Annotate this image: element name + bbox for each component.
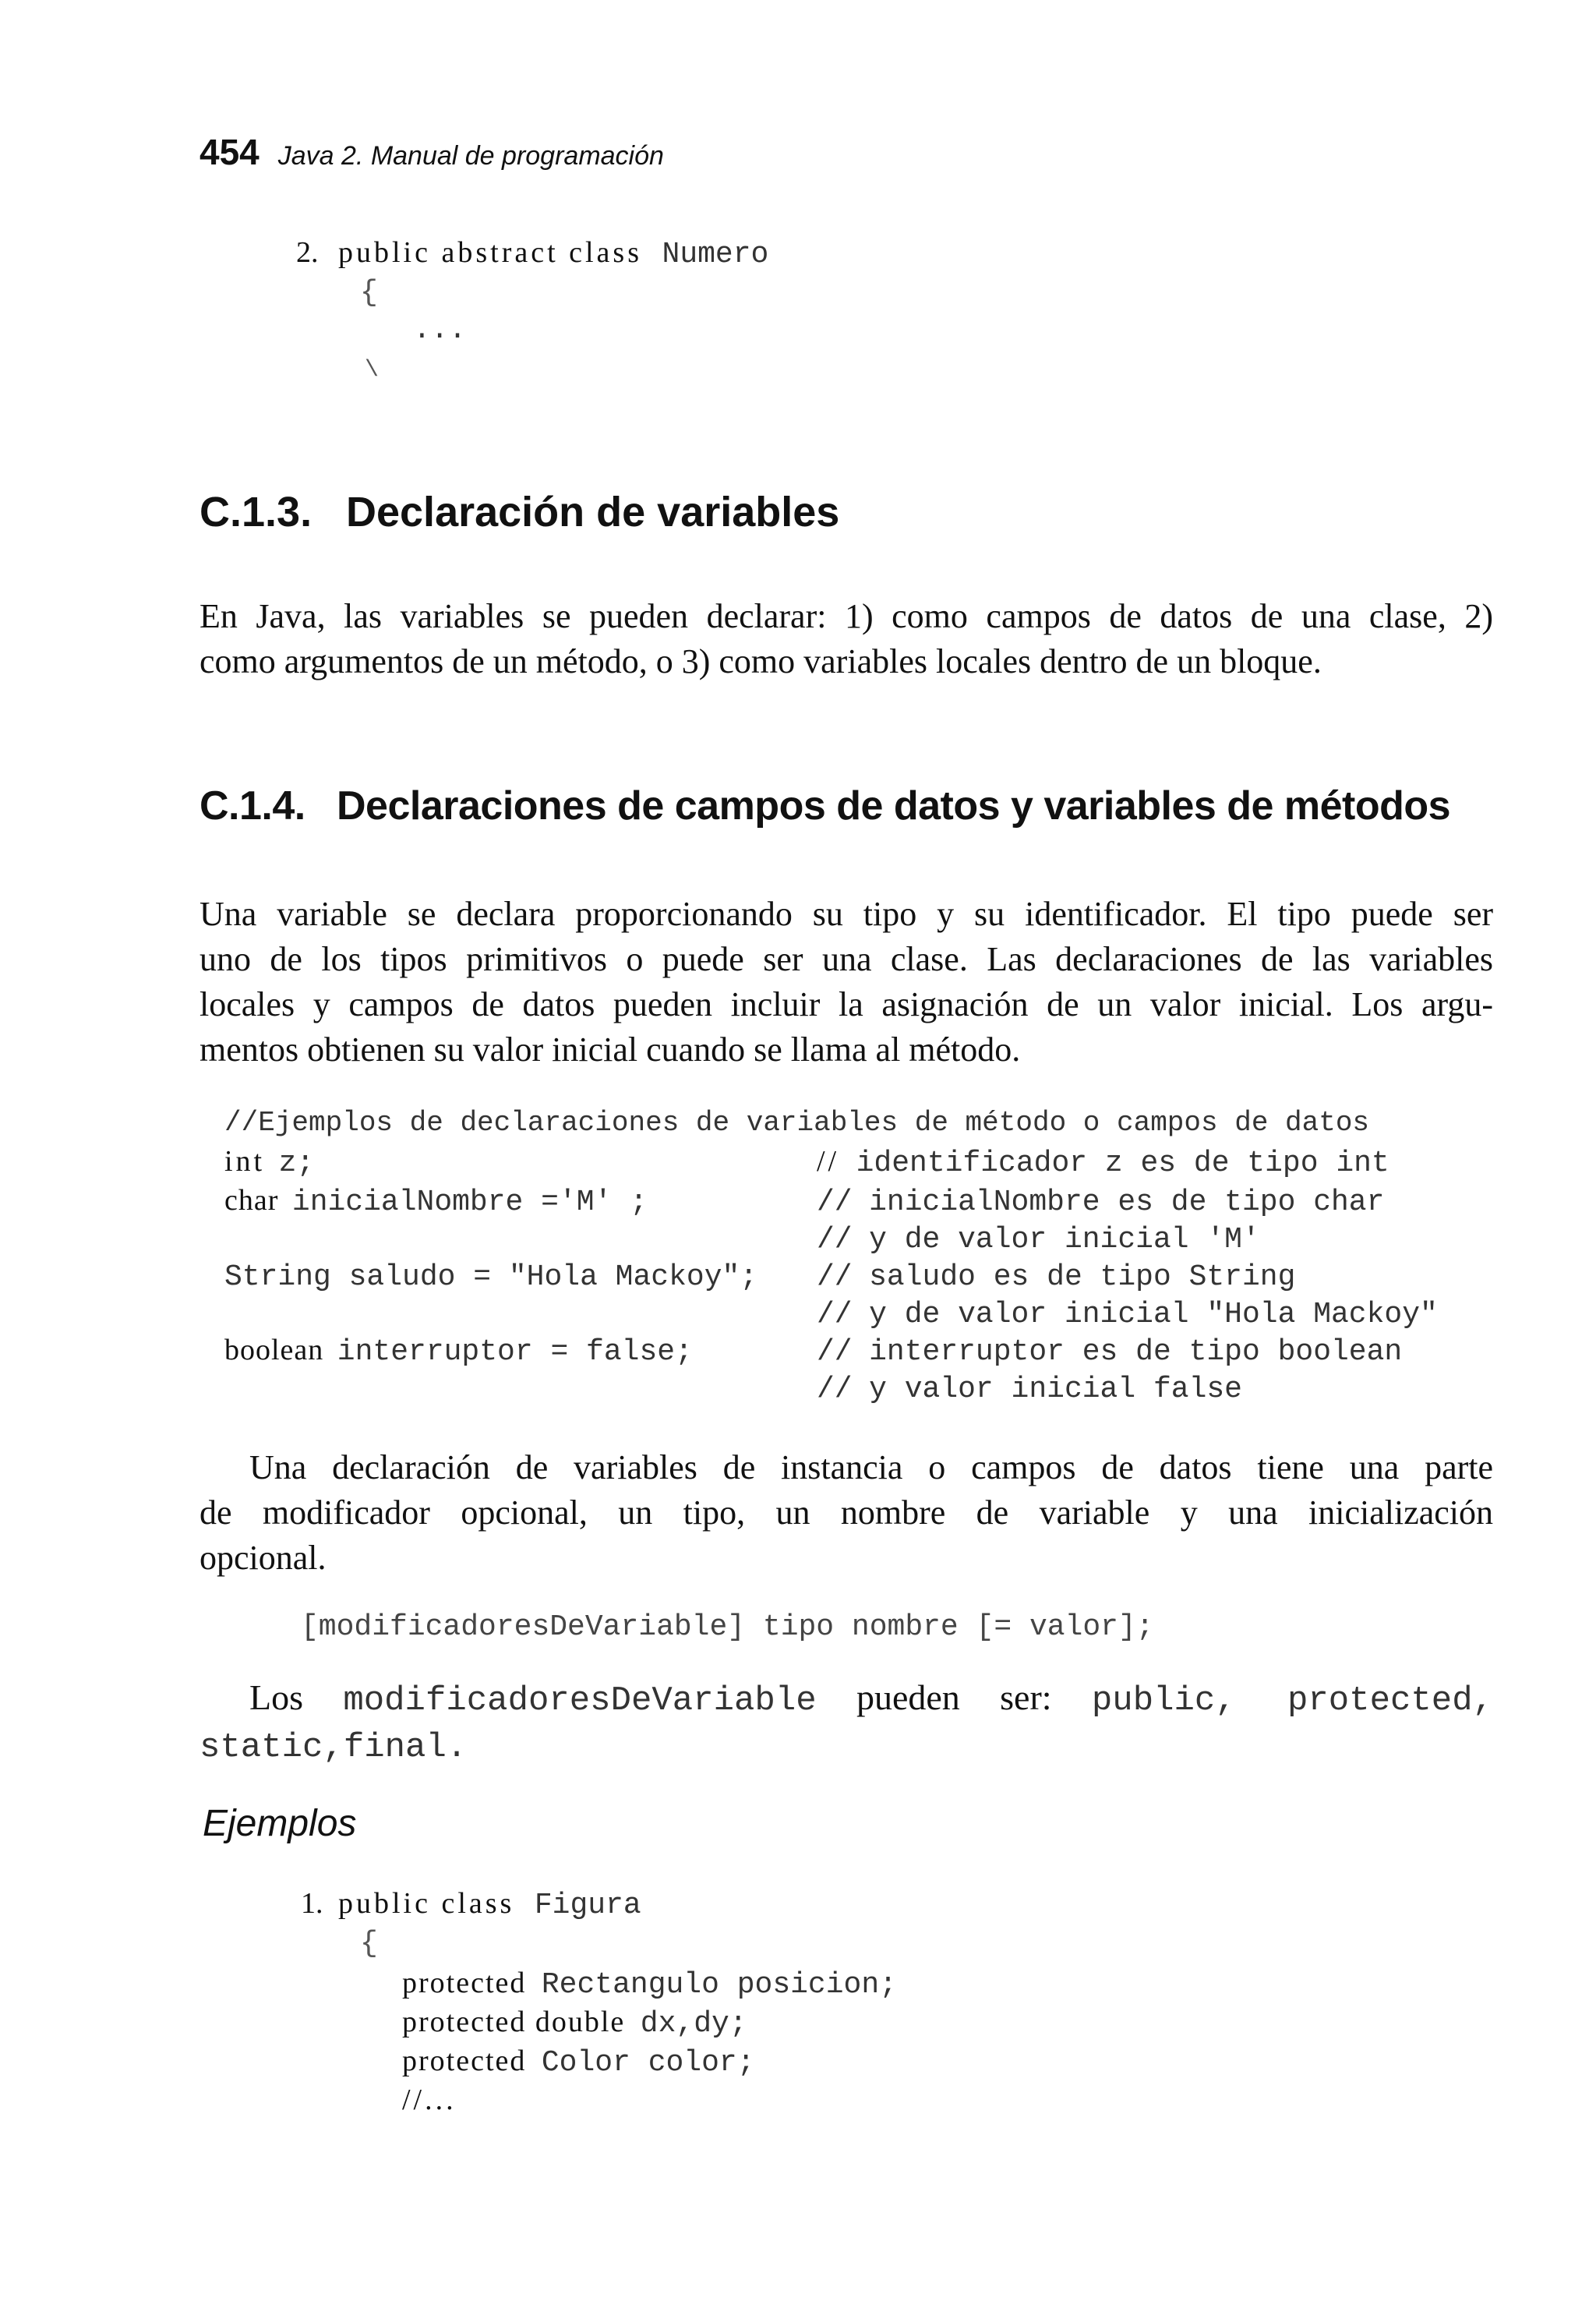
paragraph-line: En Java, las variables se pueden declarar: 1) como campos de datos de una clase, 2): [200, 597, 1493, 635]
code-keyword: protected: [402, 1967, 527, 1999]
section-number: C.1.4.: [200, 783, 305, 829]
code-comment: // interruptor es de tipo boolean: [817, 1335, 1403, 1369]
code-line: ...: [413, 313, 467, 347]
code-text: inicialNombre ='M' ;: [291, 1186, 648, 1219]
paragraph-modifiers: [200, 1674, 1493, 1771]
paragraph-line: Una variable se declara proporcionando su tipo y su identificador. El tipo puede ser: [200, 895, 1493, 933]
code-row: [224, 1258, 1296, 1294]
syntax-line: [modificadoresDeVariable] tipo nombre [= valor];: [301, 1610, 1154, 1644]
section-heading-c13: [200, 488, 839, 536]
code-comment: // y de valor inicial "Hola Mackoy": [817, 1298, 1438, 1331]
paragraph-line: locales y campos de datos pueden incluir la asignación de un valor inicial. Los argu-: [200, 985, 1493, 1023]
code-text: String saludo = "Hola Mackoy";: [224, 1260, 758, 1294]
paragraph-instance-vars: [200, 1445, 1493, 1581]
page-number: 454: [200, 132, 260, 172]
code-row: [224, 1183, 1385, 1219]
code-identifier: Figura: [534, 1889, 641, 1922]
code-line: [402, 1966, 897, 2002]
code-line: {: [360, 1927, 378, 1960]
code-line: [402, 2005, 747, 2041]
code-text: Color color;: [541, 2046, 755, 2080]
paragraph-line: de modificador opcional, un tipo, un nombre de variable y una inicialización: [200, 1493, 1493, 1532]
code-comment: // identificador z es de tipo int: [817, 1145, 1389, 1180]
code-text: z;: [278, 1147, 315, 1180]
code-line: //...: [402, 2084, 457, 2116]
paragraph-line: Una declaración de variables de instancia o campos de datos tiene una parte: [249, 1448, 1493, 1486]
code-line: [402, 2044, 755, 2080]
code-row: [224, 1144, 1389, 1180]
code-text: Rectangulo posicion;: [541, 1968, 897, 2002]
code-comment: // inicialNombre es de tipo char: [817, 1186, 1385, 1219]
code-text: interruptor = false;: [337, 1335, 693, 1369]
section-heading-c14: [200, 783, 1450, 829]
paragraph-line: mentos obtienen su valor inicial cuando se llama al método.: [200, 1030, 1021, 1069]
paragraph-c14: [200, 892, 1493, 1073]
code-comment: // saludo es de tipo String: [817, 1260, 1296, 1294]
ejemplos-heading: Ejemplos: [203, 1803, 357, 1844]
code-comment: // y valor inicial false: [817, 1373, 1242, 1406]
code-keyword: protected double: [402, 2006, 626, 2038]
code-comment-header: //Ejemplos de declaraciones de variables de método o campos de datos: [224, 1107, 1370, 1139]
list-number: 2.: [296, 236, 319, 269]
section-number: C.1.3.: [200, 489, 312, 535]
code-keyword: char: [224, 1184, 279, 1217]
code-line: [296, 235, 768, 271]
code-row: [224, 1333, 1403, 1369]
code-identifier: Numero: [662, 238, 769, 271]
paragraph-line: static,final.: [200, 1728, 468, 1767]
code-comment: // y de valor inicial 'M': [817, 1223, 1260, 1256]
paragraph-line: Los modificadoresDeVariable pueden ser: public, protected,: [249, 1677, 1493, 1720]
code-text: dx,dy;: [640, 2007, 747, 2041]
code-keywords: public class: [338, 1887, 515, 1920]
code-keyword: boolean: [224, 1334, 324, 1366]
code-line: {: [360, 276, 378, 309]
code-line: \: [365, 357, 380, 383]
paragraph-c13: [200, 594, 1493, 684]
paragraph-line: como argumentos de un método, o 3) como variables locales dentro de un bloque.: [200, 642, 1322, 680]
section-title: Declaración de variables: [346, 489, 840, 535]
running-title: Java 2. Manual de programación: [277, 141, 664, 171]
paragraph-line: uno de los tipos primitivos o puede ser una clase. Las declaraciones de las variables: [200, 940, 1493, 978]
code-keyword: protected: [402, 2045, 527, 2077]
paragraph-line: opcional.: [200, 1539, 327, 1577]
code-line: [301, 1886, 641, 1922]
code-keyword: int: [224, 1145, 266, 1178]
running-header: [200, 131, 664, 173]
list-number: 1.: [301, 1887, 323, 1920]
section-title: Declaraciones de campos de datos y variables de métodos: [337, 783, 1451, 829]
code-keywords: public abstract class: [338, 236, 643, 269]
